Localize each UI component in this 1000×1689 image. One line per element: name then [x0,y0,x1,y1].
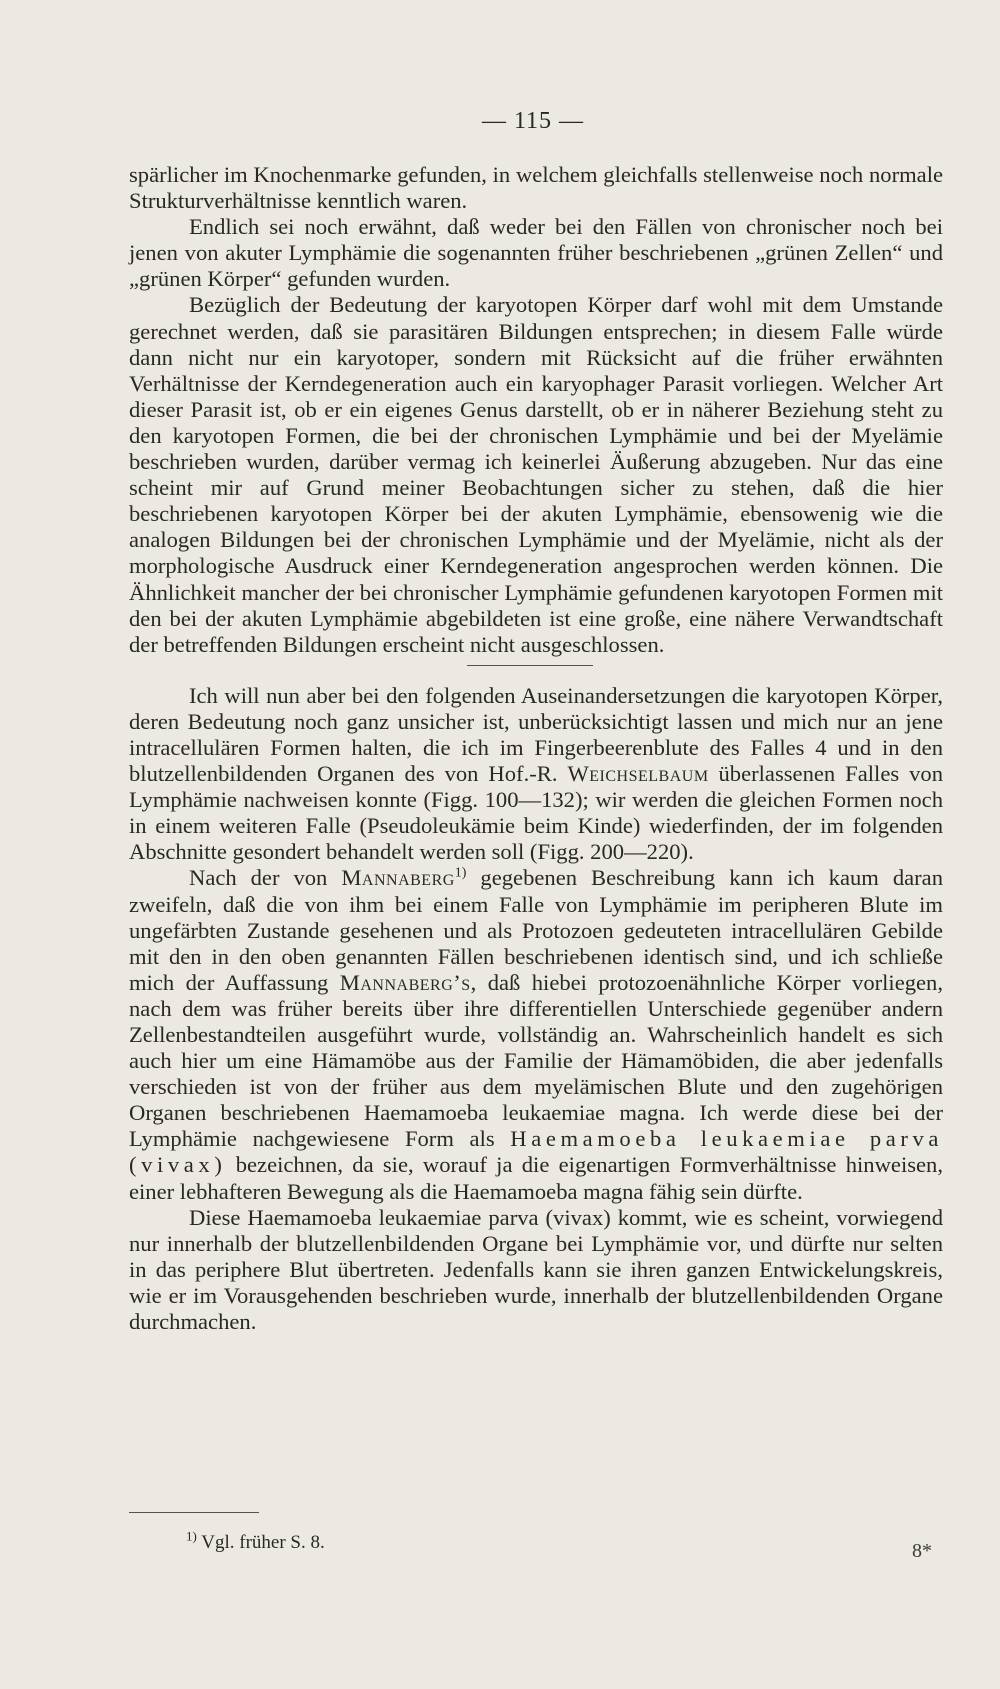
footnote [186,1528,325,1554]
paragraph-6: Diese Haemamoeba leukaemiae parva (vivax) kommt, wie es scheint, vorwiegend nur innerhalb der blutzellenbildenden Organe bei Lymphämie vor, und dürfte nur selten in das periphere Blut übertreten. Jedenfalls kann sie ihren ganzen Entwickelungskreis, wie er im Vorausgehenden beschrieben wurde, innerhalb der blutzellenbildenden Organe durchmachen. [129,1204,943,1335]
printer-signature-mark: 8* [912,1540,932,1562]
footnote-mark: 1) [186,1528,197,1544]
species-name-spaced: Haemamoeba leukaemiae parva (vivax) [129,1126,943,1178]
author-name-weichselbaum: Weichselbaum [567,761,709,787]
paragraph-1: spärlicher im Knochenmarke gefunden, in welchem gleichfalls stellenweise noch normale Strukturverhältnisse kenntlich waren. [129,162,943,214]
paragraph-3: Bezüglich der Bedeutung der karyotopen Körper darf wohl mit dem Umstande gerechnet werden, daß sie parasitären Bildungen entsprechen; in diesem Falle würde dann nicht nur ein karyotoper, sondern mit Rücksicht auf die früher erwähnten Verhältnisse der Kerndegeneration auch ein karyophager Parasit vorliegen. Welcher Art dieser Parasit ist, ob er ein eigenes Genus darstellt, ob er in näherer Beziehung steht zu den karyotopen Formen, die bei der chronischen Lymphämie und bei der Myelämie beschrieben wurden, darüber vermag ich keinerlei Äußerung abzugeben. Nur das eine scheint mir auf Grund meiner Beobachtungen sicher zu stehen, daß die hier beschriebenen karyotopen Körper bei der akuten Lymphämie, ebensowenig wie die analogen Bildungen bei der chronischen Lymphämie und der Myelämie, nicht als der morphologische Ausdruck einer Kerndegeneration angesprochen werden können. Die Ähnlichkeit mancher der bei chronischer Lymphämie gefundenen karyotopen Formen mit den bei der akuten Lymphämie abgebildeten ist eine große, eine nähere Verwandtschaft der betreffenden Bildungen erscheint nicht ausgeschlossen. [129,292,943,657]
body-text [129,162,943,1335]
page-number: — 115 — [481,108,585,134]
author-name-mannaberg: Mannaberg [341,865,455,891]
section-divider [467,665,593,666]
footnote-text: Vgl. früher S. 8. [201,1532,325,1553]
footnote-reference[interactable]: 1) [454,865,467,881]
footnote-divider [129,1512,259,1513]
paragraph-2: Endlich sei noch erwähnt, daß weder bei den Fällen von chronischer noch bei jenen von akuter Lymphämie die sogenannten früher beschriebenen „grünen Zellen“ und „grünen Körper“ gefunden wurden. [129,214,943,292]
paragraph-4: Ich will nun aber bei den folgenden Auseinandersetzungen die karyotopen Körper, deren Bedeutung noch ganz unsicher ist, unberücksichtigt lassen und mich nur an jene intracellulären Formen halten, die ich im Fingerbeerenblute des Falles 4 und in den blutzellenbildenden Organen des von Hof.-R. Weichselbaum überlassenen Falles von Lymphämie nachweisen konnte (Figg. 100—132); wir werden die gleichen Formen noch in einem weiteren Falle (Pseudoleukämie beim Kinde) wiederfinden, der im folgenden Abschnitte gesondert behandelt werden soll (Figg. 200—220). [129,682,943,865]
paragraph-5: Nach der von Mannaberg$^{1)}$ gegebenen Beschreibung kann ich kaum daran zweifeln, daß die von ihm bei einem Falle von Lymphämie im peripheren Blute im ungefärbten Zustande gesehenen und als Protozoen gedeuteten intracellulären Gebilde mit den in den oben genannten Fällen beschriebenen identisch sind, und ich schließe mich der Auffassung Mannaberg’s, daß hiebei protozoenähnliche Körper vorliegen, nach dem was früher bereits über ihre differentiellen Unterschiede gegenüber andern Zellenbestandteilen ausgeführt wurde, vollständig an. Wahrscheinlich handelt es sich auch hier um eine Hämamöbe aus der Familie der Hämamöbiden, die aber jedenfalls verschieden ist von der früher aus dem myelämischen Blute und den zugehörigen Organen beschriebenen Haemamoeba leukaemiae magna. Ich werde diese bei der Lymphämie nachgewiesene Form als Haemamoeba leukaemiae parva (vivax) bezeichnen, da sie, worauf ja die eigenartigen Formverhältnisse hinweisen, einer lebhafteren Bewegung als die Haemamoeba magna fähig sein dürfte. [129,865,944,1204]
author-name-mannaberg-possessive: Mannaberg’s [339,969,471,995]
